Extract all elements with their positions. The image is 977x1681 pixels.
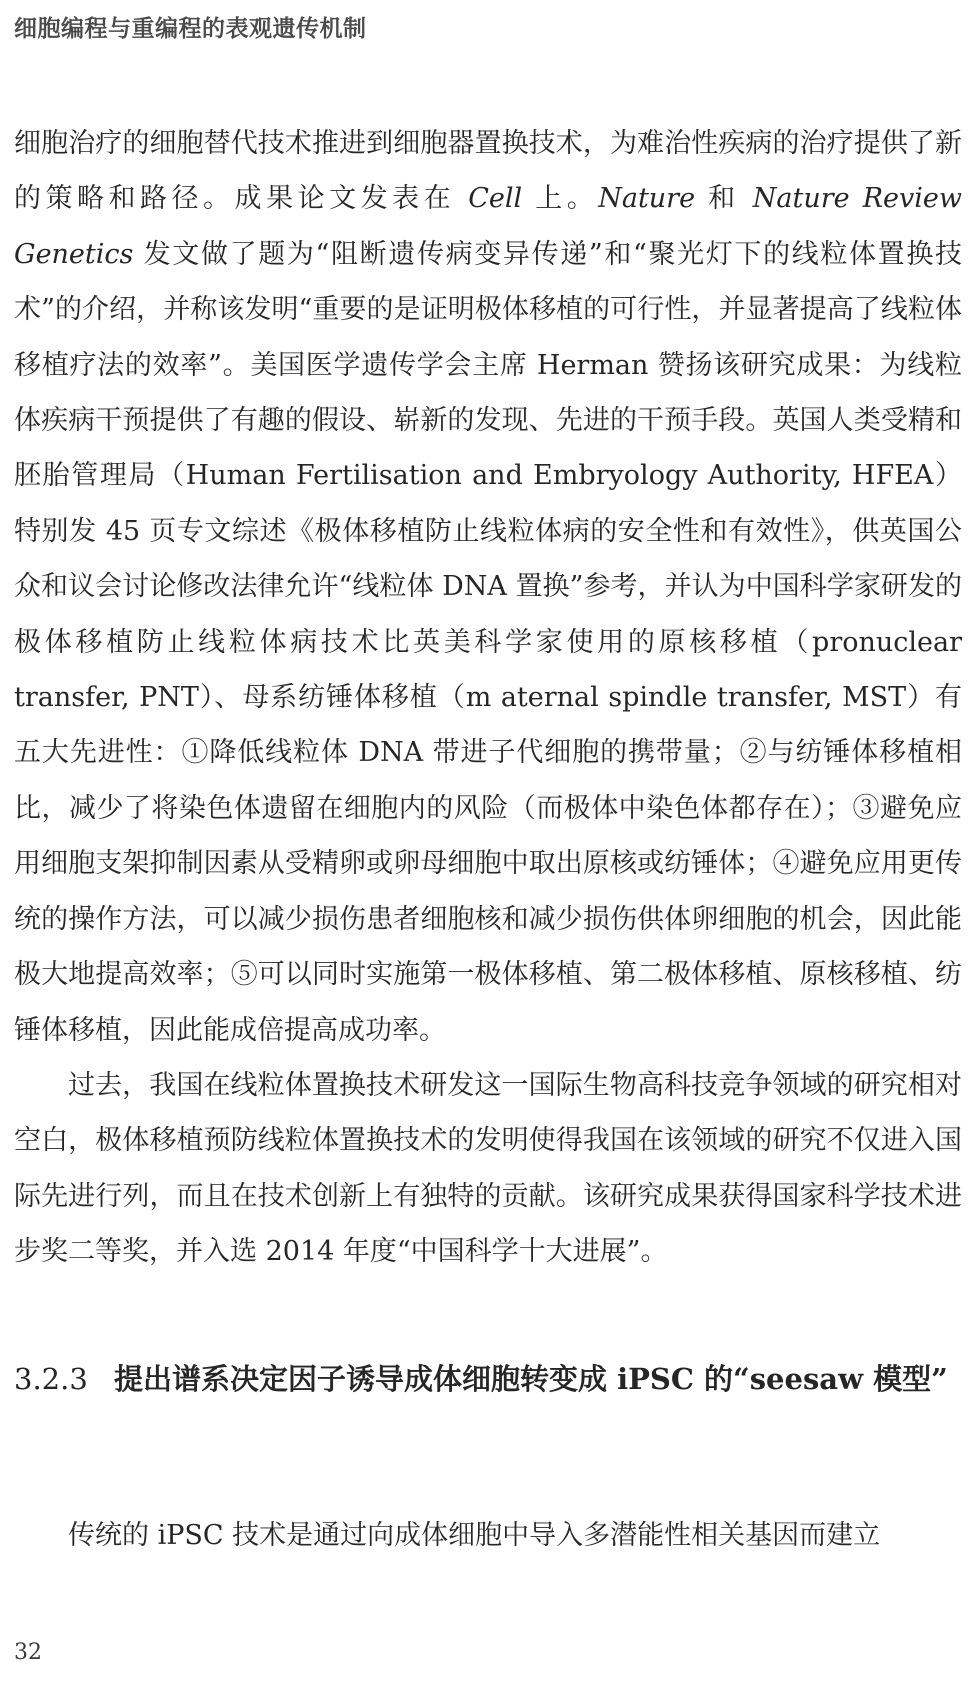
journal-nature: Nature (598, 183, 696, 215)
paragraph-1: 细胞治疗的细胞替代技术推进到细胞器置换技术，为难治性疾病的治疗提供了新的策略和路径。成果论文发表在 Cell 上。Nature 和 Nature Review Genetics 发文做了题为“阻断遗传病变异传递”和“聚光灯下的线粒体置换技术”的介绍，并称该发明“重要的是证明极体移植的可行性，并显著提高了线粒体移植疗法的效率”。美国医学遗传学会主席 Herman 赞扬该研究成果：为线粒体疾病干预提供了有趣的假设、崭新的发现、先进的干预手段。英国人类受精和胚胎管理局（Human Fertilisation and Embryology Authority, HFEA）特别发 45 页专文综述《极体移植防止线粒体病的安全性和有效性》，供英国公众和议会讨论修改法律允许“线粒体 DNA 置换”参考，并认为中国科学家研发的极体移植防止线粒体病技术比英美科学家使用的原核移植（pronuclear transfer, PNT）、母系纺锤体移植（m aternal spindle transfer, MST）有五大先进性：①降低线粒体 DNA 带进子代细胞的携带量；②与纺锤体移植相比，减少了将染色体遗留在细胞内的风险（而极体中染色体都存在）；③避免应用细胞支架抑制因素从受精卵或卵母细胞中取出原核或纺锤体；④避免应用更传统的操作方法，可以减少损伤患者细胞核和减少损伤供体卵细胞的机会，因此能极大地提高效率；⑤可以同时实施第一极体移植、第二极体移植、原核移植、纺锤体移植，因此能成倍提高成功率。 (14, 128, 962, 1046)
section-title: 提出谱系决定因子诱导成体细胞转变成 iPSC 的“seesaw 模型” (114, 1362, 948, 1396)
running-head: 细胞编程与重编程的表观遗传机制 (14, 16, 367, 42)
journal-cell: Cell (468, 183, 523, 215)
page-number: 32 (14, 1640, 42, 1665)
section-number: 3.2.3 (14, 1362, 88, 1396)
body-text (14, 116, 962, 1280)
paragraph-3: 传统的 iPSC 技术是通过向成体细胞中导入多潜能性相关基因而建立 (68, 1520, 881, 1551)
section-heading (14, 1352, 962, 1406)
paragraph-2: 过去，我国在线粒体置换技术研发这一国际生物高科技竞争领域的研究相对空白，极体移植预防线粒体置换技术的发明使得我国在该领域的研究不仅进入国际先进行列，而且在技术创新上有独特的贡献。该研究成果获得国家科学技术进步奖二等奖，并入选 2014 年度“中国科学十大进展”。 (14, 1069, 962, 1268)
journal-nature-review-genetics: Nature Review Genetics (14, 183, 962, 270)
